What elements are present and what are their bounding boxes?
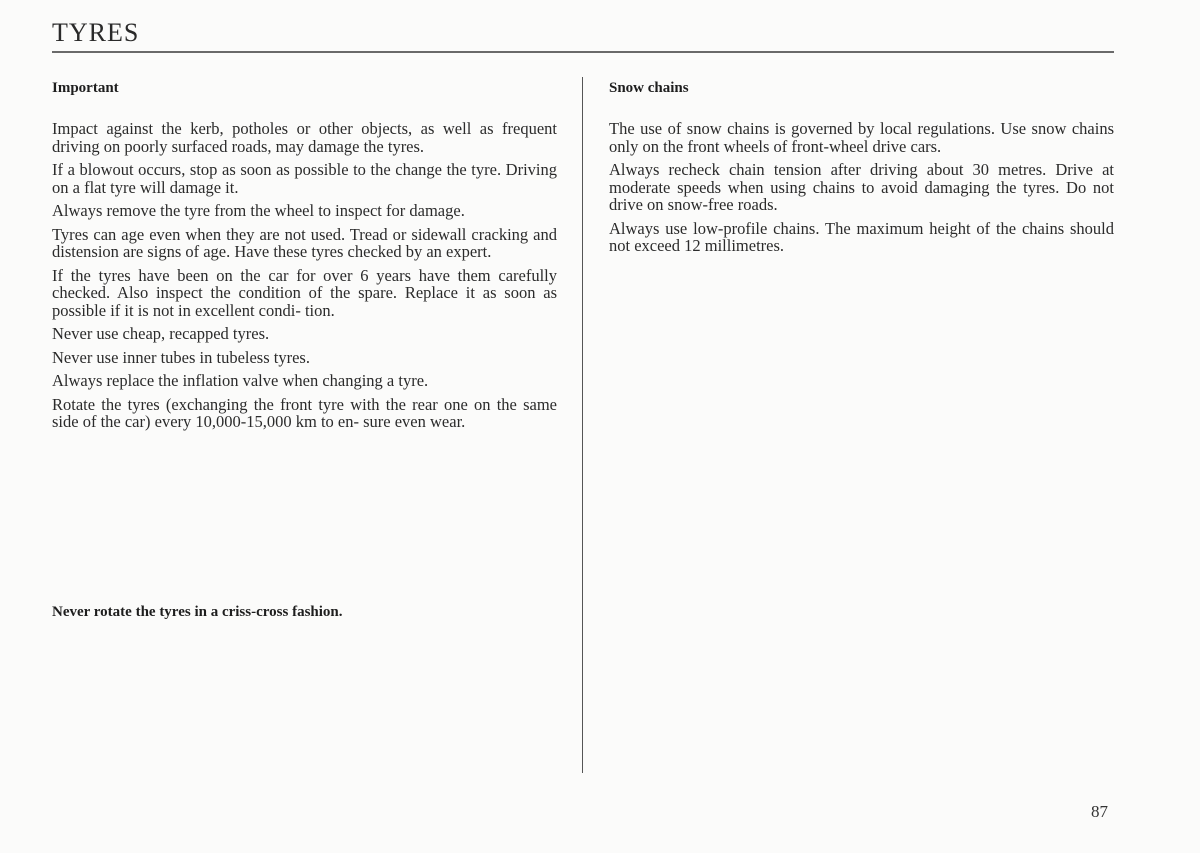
important-section xyxy=(52,78,557,620)
important-paragraph: Never use cheap, recapped tyres. xyxy=(52,324,270,343)
important-paragraph: If the tyres have been on the car for over 6 years have them carefully checked. Also inspect the condition of the spare. Replace it as soon as possible if it is not in excellent condi- tion. xyxy=(52,265,557,320)
page-title: TYRES xyxy=(52,18,140,47)
important-paragraph: Always replace the inflation valve when changing a tyre. xyxy=(52,371,429,390)
snow-chains-paragraph: The use of snow chains is governed by local regulations. Use snow chains only on the front wheels of front-wheel drive cars. xyxy=(609,119,1114,156)
important-paragraph: If a blowout occurs, stop as soon as possible to the change the tyre. Driving on a flat tyre will damage it. xyxy=(52,160,557,197)
important-paragraph: Tyres can age even when they are not used. Tread or sidewall cracking and distension are signs of age. Have these tyres checked by an expert. xyxy=(52,224,557,261)
important-paragraph: Never use inner tubes in tubeless tyres. xyxy=(52,347,310,367)
snow-chains-paragraphs xyxy=(609,120,1114,255)
column-divider xyxy=(582,77,583,773)
snow-chains-paragraph: Always recheck chain tension after driving about 30 metres. Drive at moderate speeds when using chains to avoid damaging the tyres. Do not drive on snow-free roads. xyxy=(609,160,1114,214)
important-paragraph: Always remove the tyre from the wheel to inspect for damage. xyxy=(52,201,465,220)
important-paragraphs xyxy=(52,120,557,431)
snow-chains-heading: Snow chains xyxy=(609,80,689,96)
title-rule xyxy=(52,51,1114,53)
important-heading: Important xyxy=(52,80,119,96)
important-paragraph: Rotate the tyres (exchanging the front tyre with the rear one on the same side of the car) every 10,000-15,000 km to en- sure even wear. xyxy=(52,394,557,431)
snow-chains-paragraph: Always use low-profile chains. The maximum height of the chains should not exceed 12 millimetres. xyxy=(609,218,1114,255)
page-number: 87 xyxy=(1091,802,1108,821)
rotation-warning: Never rotate the tyres in a criss-cross fashion. xyxy=(52,604,343,620)
snow-chains-section xyxy=(609,78,1114,261)
important-paragraph: Impact against the kerb, potholes or other objects, as well as frequent driving on poorly surfaced roads, may damage the tyres. xyxy=(52,119,557,156)
